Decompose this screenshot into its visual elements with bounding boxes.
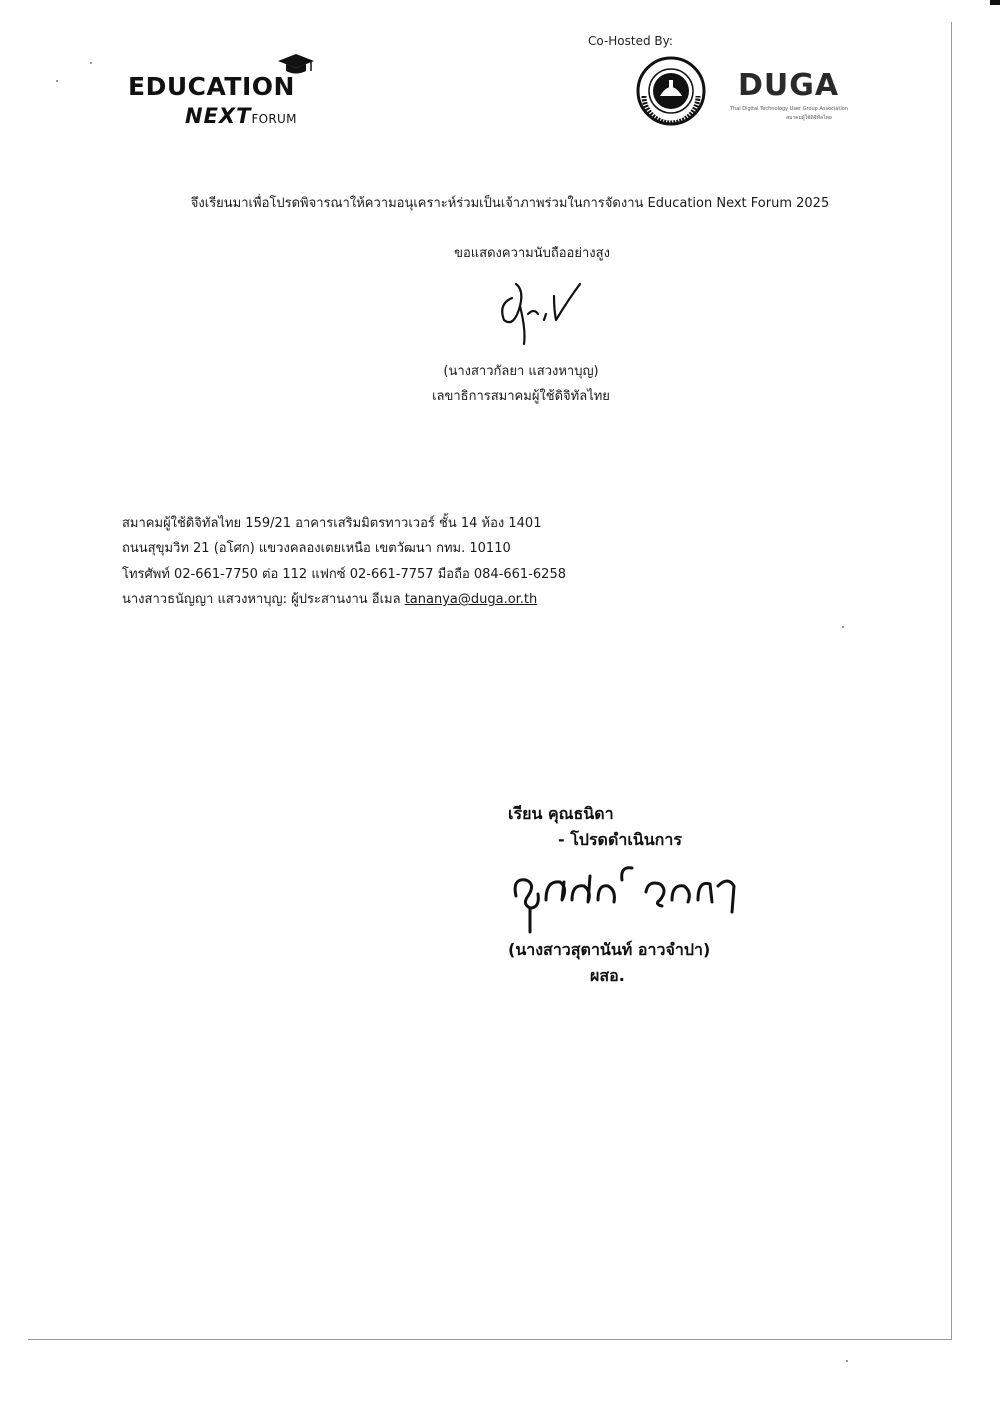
scan-corner-mark: [990, 0, 1000, 5]
closing-salutation: ขอแสดงความนับถืออย่างสูง: [454, 246, 610, 261]
contact-address-line: สมาคมผู้ใช้ดิจิทัลไทย 159/21 อาคารเสริมมิตรทาวเวอร์ ชั้น 14 ห้อง 1401: [122, 516, 542, 531]
scan-speck: [842, 626, 844, 628]
duga-logo: [728, 68, 858, 124]
logo-next-forum-row: [185, 104, 297, 128]
logo-forum-text: FORUM: [251, 112, 297, 126]
scan-speck: [90, 62, 92, 64]
scan-edge-line: [951, 22, 952, 1340]
ministry-seal-icon: [636, 56, 706, 126]
note-addressee: เรียน คุณธนิดา: [508, 804, 614, 823]
logo-education-text: EDUCATION: [128, 72, 295, 101]
education-next-forum-logo: [128, 52, 318, 132]
scan-bottom-line: [28, 1339, 952, 1340]
contact-address-line: ถนนสุขุมวิท 21 (อโศก) แขวงคลองเตยเหนือ เขตวัฒนา กทม. 10110: [122, 541, 511, 556]
scan-speck: [56, 80, 58, 82]
signer-title: เลขาธิการสมาคมผู้ใช้ดิจิทัลไทย: [432, 389, 610, 404]
signature-image: [484, 270, 594, 350]
request-paragraph: จึงเรียนมาเพื่อโปรดพิจารณาให้ความอนุเคราะห์ร่วมเป็นเจ้าภาพร่วมในการจัดงาน Education Next Forum 2025: [190, 196, 830, 211]
note-signer-name: (นางสาวสุตานันท์ อาวจำปา): [508, 940, 711, 959]
duga-logo-subtitle: Thai Digital Technology User Group Association: [730, 106, 848, 112]
handwritten-signature-image: [506, 856, 742, 938]
duga-logo-text: DUGA: [738, 68, 840, 103]
note-signer-position: ผสอ.: [590, 966, 625, 985]
contact-phone-line: โทรศัพท์ 02-661-7750 ต่อ 112 แฟกซ์ 02-661-7757 มือถือ 084-661-6258: [122, 567, 566, 582]
cohosted-label: Co-Hosted By:: [588, 34, 673, 48]
coordinator-label: นางสาวธนัญญา แสวงหาบุญ: ผู้ประสานงาน อีเมล: [122, 592, 405, 607]
contact-email-link[interactable]: tananya@duga.or.th: [404, 592, 538, 607]
logo-next-text: NEXT: [185, 104, 252, 128]
note-action: - โปรดดำเนินการ: [558, 830, 682, 849]
signer-name: (นางสาวกัลยา แสวงหาบุญ): [443, 364, 599, 379]
contact-coordinator-line: [122, 590, 537, 610]
duga-logo-subtitle-thai: สมาคมผู้ใช้ดิจิทัลไทย: [786, 115, 832, 121]
scan-speck: [846, 1360, 848, 1362]
